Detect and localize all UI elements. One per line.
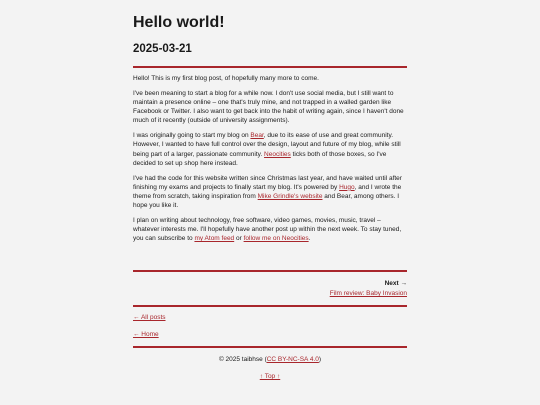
paragraph-2: I've been meaning to start a blog for a while now. I don't use social media, but I still want to maintain a presence online – one that's truly mine, and not trapped in a walled garden like Facebook or Twitter. I also want to get back into the habit of writing again, since I haven't done much of it recently (outside of university assignments). (133, 89, 404, 125)
mike-grindle-link[interactable]: Mike Grindle's website (257, 193, 323, 201)
next-post-nav (330, 279, 407, 299)
paragraph-3-text-c: ticks both of those boxes, so I've decided to set up shop here instead. (133, 150, 387, 167)
post-title: Hello world! (133, 14, 225, 31)
paragraph-5-text-b: or (234, 235, 244, 243)
divider (133, 346, 407, 348)
paragraph-4 (133, 174, 407, 211)
bear-link[interactable]: Bear (250, 132, 264, 140)
paragraph-4-text-c: and Bear, among others. I hope you like it. (133, 193, 400, 210)
divider (133, 305, 407, 307)
neocities-link[interactable]: Neocities (264, 150, 291, 158)
paragraph-4-text-b: , and I wrote the theme from scratch, taking inspiration from (133, 183, 402, 201)
paragraph-5-text-a: I plan on writing about technology, free software, video games, movies, music, travel – whatever interests me. I'll hopefully have another post up within the next week. To stay tuned, you can subscribe to (133, 217, 402, 243)
top-link-wrap (133, 373, 407, 380)
license-link[interactable]: CC BY-NC-SA 4.0 (266, 356, 319, 363)
home-link[interactable]: ← Home (133, 331, 159, 338)
post-date: 2025-03-21 (133, 43, 192, 55)
divider (133, 66, 407, 68)
divider (133, 270, 407, 272)
next-post-link[interactable]: Film review: Baby Invasion (329, 290, 407, 297)
post-body (133, 74, 407, 249)
hugo-link[interactable]: Hugo (339, 183, 355, 191)
paragraph-5 (133, 216, 407, 244)
footer (133, 356, 407, 363)
footer-paren: ) (318, 356, 322, 363)
atom-feed-link[interactable]: my Atom feed (194, 235, 235, 243)
paragraph-3 (133, 131, 407, 168)
paragraph-1: Hello! This is my first blog post, of hopefully many more to come. (133, 75, 319, 82)
paragraph-3-text-a: I was originally going to start my blog on (133, 132, 251, 140)
back-to-top-link[interactable]: ↑ Top ↑ (259, 373, 281, 380)
all-posts-link[interactable]: ← All posts (133, 314, 166, 321)
footer-copyright: © 2025 taibhse ( (218, 356, 267, 363)
next-label: Next → (384, 280, 407, 287)
paragraph-4-text-a: I've had the code for this website written since Christmas last year, and have waited until after finishing my exams and projects to finally start my blog. It's powered by (133, 174, 402, 191)
paragraph-3-text-b: , due to its ease of use and great community. However, I wanted to have full control over the design, layout and future of my blog, while still being part of a larger, passionate community. (133, 132, 401, 158)
follow-neocities-link[interactable]: follow me on Neocities (243, 235, 309, 243)
paragraph-5-text-c: . (308, 235, 311, 243)
